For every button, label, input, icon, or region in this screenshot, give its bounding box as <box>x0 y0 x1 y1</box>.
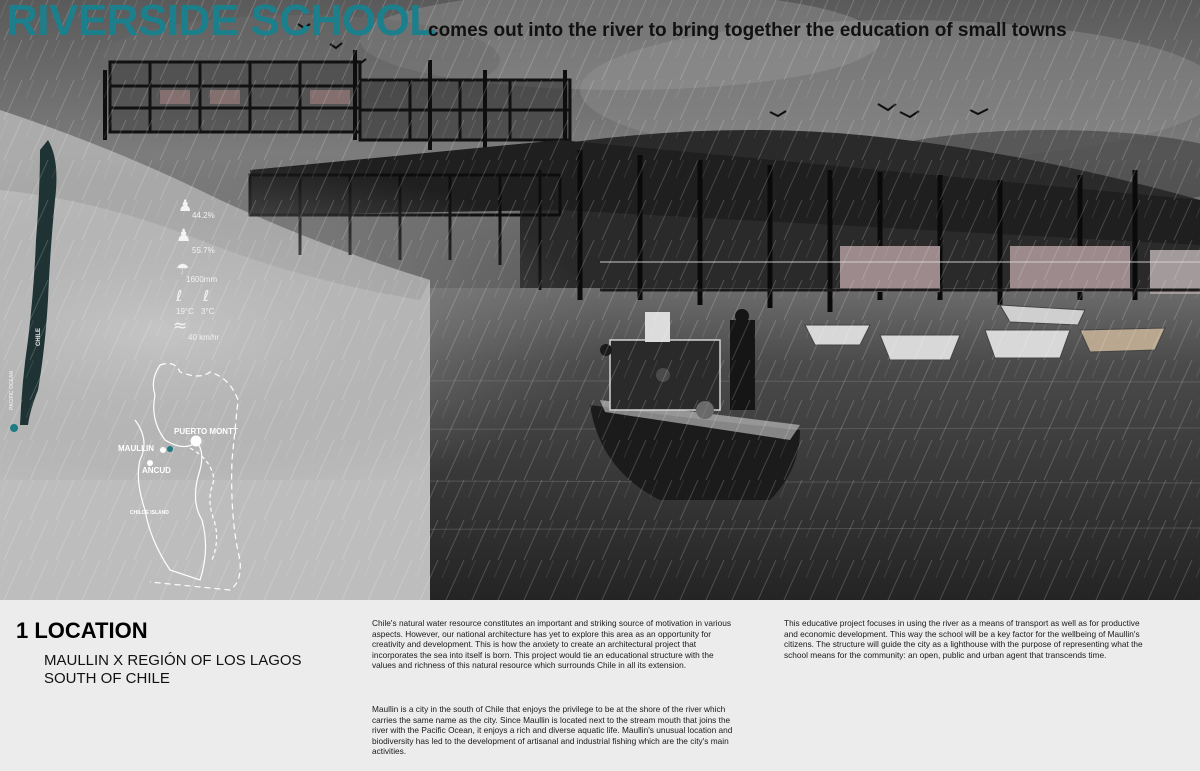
map-label-puerto-montt: PUERTO MONTT <box>174 427 238 436</box>
map-label-maullin: MAULLIN <box>118 444 154 453</box>
location-line-1: MAULLIN X REGIÓN OF LOS LAGOS <box>44 652 302 669</box>
stat-man-value: 44.2% <box>192 211 215 220</box>
paragraph-maullin: Maullin is a city in the south of Chile that enjoys the privilege to be at the shore of the river which carries the same name as the city. Since Maullin is located next to the stream mouth that joins the river with the Pacific Ocean, it enjoys a rich and diverse aquatic life. Maullin's unusual location and biodiversity has led to the development of artisanal and industrial fishing which are the city's main activities. <box>372 704 733 757</box>
location-line-2: SOUTH OF CHILE <box>44 670 170 687</box>
umbrella-icon: ☂ <box>176 260 190 278</box>
map-label-chile: CHILE <box>36 328 42 346</box>
map-label-chiloe-island: CHILOE ISLAND <box>130 510 169 516</box>
location-panel <box>0 600 1200 771</box>
thermometer-high-icon: ℓ <box>176 287 183 305</box>
woman-icon: ♟ <box>176 226 192 246</box>
stat-temp-high-value: 19°C <box>176 307 194 316</box>
project-title: RIVERSIDE SCHOOL <box>6 0 436 45</box>
man-icon: ♟ <box>178 196 193 215</box>
section-heading: 1 LOCATION <box>16 618 148 643</box>
map-label-ancud: ANCUD <box>142 466 171 475</box>
project-subtitle: comes out into the river to bring together the education of small towns <box>428 20 1067 41</box>
wind-icon: ≈ <box>173 316 188 336</box>
stat-rain-value: 1600mm <box>186 275 218 284</box>
thermometer-low-icon: ℓ <box>203 287 210 305</box>
stat-temp-low-value: 3°C <box>201 307 215 316</box>
map-label-pacific-ocean: PACIFIC OCEAN <box>9 370 15 410</box>
stat-woman-value: 55.7% <box>192 246 215 255</box>
paragraph-motivation: Chile's natural water resource constitutes an important and striking source of motivation in various aspects. However, our national architecture has yet to explore this area as an opportunity for creativity and development. This is how the anxiety to create an architectural project that incorporates the sea into itself is born. This project would tie an educational structure with the values and richness of this natural resource which surrounds Chile in all its extension. <box>372 618 731 671</box>
paragraph-project: This educative project focuses in using the river as a means of transport as well as for productive and economic development. This way the school will be a key factor for the wellbeing of Maullin's citizens. The structure will guide the city as a lighthouse with the purpose of representing what the school means for the community: an open, public and urban agent that transcends time. <box>784 618 1143 660</box>
stat-wind-value: 40 km/hr <box>188 333 220 342</box>
